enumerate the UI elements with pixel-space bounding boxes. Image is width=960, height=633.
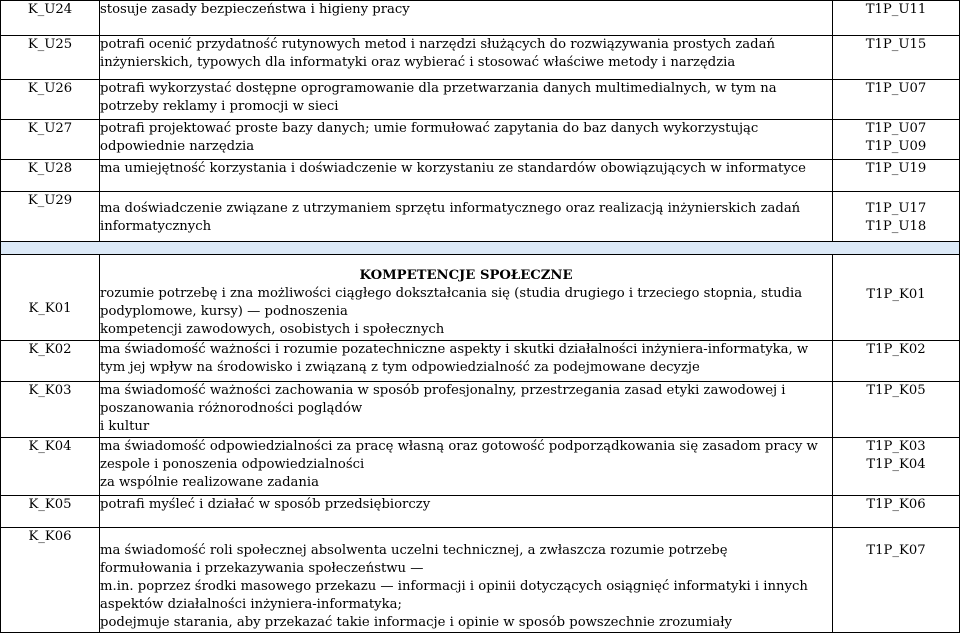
table-row — [1, 496, 960, 528]
outcome-code: K_U28 — [1, 160, 100, 192]
reference-code: T1P_K03 — [866, 439, 926, 454]
outcome-description — [100, 528, 833, 633]
description-line: tym jej wpływ na środowisko i związaną z tym odpowiedzialność za podejmowane decyzje — [100, 360, 700, 375]
description-line: ma umiejętność korzystania i doświadczenie w korzystaniu ze standardów obowiązujących w informatyce — [100, 161, 806, 176]
outcome-description — [100, 36, 833, 80]
table-row — [1, 255, 960, 341]
outcome-description — [100, 496, 833, 528]
description-line: ma świadomość roli społecznej absolwenta uczelni technicznej, a zwłaszcza rozumie potrzebę — [100, 543, 728, 558]
reference-codes — [833, 528, 960, 633]
reference-code: T1P_U19 — [865, 161, 927, 176]
outcome-description — [100, 382, 833, 438]
table-row — [1, 160, 960, 192]
table-row — [1, 1, 960, 36]
description-line: ma świadomość odpowiedzialności za pracę własną oraz gotowość podporządkowania się zasadom pracy w — [100, 439, 818, 454]
reference-code: T1P_K07 — [866, 543, 926, 558]
description-line: podyplomowe, kursy) — podnoszenia — [100, 304, 348, 319]
outcome-code: K_K04 — [1, 438, 100, 496]
description-line: i kultur — [100, 419, 150, 434]
description-line: poszanowania różnorodności poglądów — [100, 401, 363, 416]
table-body — [1, 1, 960, 633]
table-row — [1, 438, 960, 496]
reference-code: T1P_U09 — [865, 139, 927, 154]
description-line: rozumie potrzebę i zna możliwości ciągłego dokształcania się (studia drugiego i trzeciego stopnia, studia — [100, 286, 803, 301]
table-row — [1, 382, 960, 438]
reference-code: T1P_K01 — [866, 287, 926, 302]
section-header-row — [1, 242, 960, 255]
outcome-description — [100, 1, 833, 36]
description-line: potrafi ocenić przydatność rutynowych metod i narzędzi służących do rozwiązywania prostych zadań — [100, 37, 775, 52]
description-line: potrafi myśleć i działać w sposób przedsiębiorczy — [100, 497, 431, 512]
outcome-code: K_K03 — [1, 382, 100, 438]
outcome-code: K_K01 — [1, 255, 100, 341]
description-line: ma doświadczenie związane z utrzymaniem sprzętu informatycznego oraz realizacją inżynierskich zadań — [100, 201, 801, 216]
reference-codes — [833, 341, 960, 382]
reference-code: T1P_U11 — [865, 2, 927, 17]
description-line: m.in. poprzez środki masowego przekazu — informacji i opinii dotyczących osiągnięć informatyki i innych — [100, 579, 808, 594]
reference-code: T1P_U07 — [865, 121, 927, 136]
description-line: odpowiednie narzędzia — [100, 139, 255, 154]
outcome-description — [100, 80, 833, 120]
description-line: inżynierskich, typowych dla informatyki oraz wybierać i stosować właściwe metody i narzędzia — [100, 55, 736, 70]
outcome-description — [100, 255, 833, 341]
outcome-description — [100, 438, 833, 496]
description-line: potrzeby reklamy i promocji w sieci — [100, 99, 339, 114]
reference-codes — [833, 382, 960, 438]
reference-codes — [833, 255, 960, 341]
table-row — [1, 192, 960, 242]
description-line: ma świadomość ważności i rozumie pozatechniczne aspekty i skutki działalności inżyniera-informatyka, w — [100, 342, 809, 357]
table-row — [1, 80, 960, 120]
description-line: aspektów działalności inżyniera-informatyka; — [100, 597, 402, 612]
section-header-band — [1, 242, 960, 255]
reference-code: T1P_U07 — [865, 81, 927, 96]
description-line: informatycznych — [100, 219, 212, 234]
section-title: KOMPETENCJE SPOŁECZNE — [359, 268, 573, 283]
outcome-code: K_U27 — [1, 120, 100, 160]
outcome-code: K_U26 — [1, 80, 100, 120]
table-row — [1, 120, 960, 160]
reference-codes — [833, 80, 960, 120]
reference-codes — [833, 496, 960, 528]
reference-codes — [833, 160, 960, 192]
reference-codes — [833, 120, 960, 160]
description-line: podejmuje starania, aby przekazać takie informacje i opinie w sposób powszechnie zrozumiały — [100, 615, 732, 630]
outcome-description — [100, 120, 833, 160]
description-line: potrafi wykorzystać dostępne oprogramowanie dla przetwarzania danych multimedialnych, w tym na — [100, 81, 777, 96]
description-line: kompetencji zawodowych, osobistych i społecznych — [100, 322, 445, 337]
table-row — [1, 528, 960, 633]
description-line: ma świadomość ważności zachowania w sposób profesjonalny, przestrzegania zasad etyki zawodowej i — [100, 383, 786, 398]
reference-codes — [833, 438, 960, 496]
reference-code: T1P_U18 — [865, 219, 927, 234]
reference-code: T1P_K04 — [866, 457, 926, 472]
reference-code: T1P_K06 — [866, 497, 926, 512]
outcome-code: K_U29 — [1, 192, 100, 242]
reference-code: T1P_K02 — [866, 342, 926, 357]
description-line: zespole i ponoszenia odpowiedzialności — [100, 457, 365, 472]
outcome-code: K_K05 — [1, 496, 100, 528]
outcome-code: K_K02 — [1, 341, 100, 382]
description-line: potrafi projektować proste bazy danych; umie formułować zapytania do baz danych wykorzystując — [100, 121, 759, 136]
table-row — [1, 341, 960, 382]
outcome-code: K_U24 — [1, 1, 100, 36]
outcome-code: K_K06 — [1, 528, 100, 633]
outcome-code: K_U25 — [1, 36, 100, 80]
reference-code: T1P_U15 — [865, 37, 927, 52]
reference-code: T1P_U17 — [865, 201, 927, 216]
description-line: formułowania i przekazywania społeczeństwu — — [100, 561, 424, 576]
reference-codes — [833, 192, 960, 242]
reference-code: T1P_K05 — [866, 383, 926, 398]
outcome-description — [100, 192, 833, 242]
outcome-description — [100, 341, 833, 382]
description-line: stosuje zasady bezpieczeństwa i higieny pracy — [100, 2, 410, 17]
reference-codes — [833, 1, 960, 36]
outcome-description — [100, 160, 833, 192]
reference-codes — [833, 36, 960, 80]
description-line: za wspólnie realizowane zadania — [100, 475, 319, 490]
table-row — [1, 36, 960, 80]
